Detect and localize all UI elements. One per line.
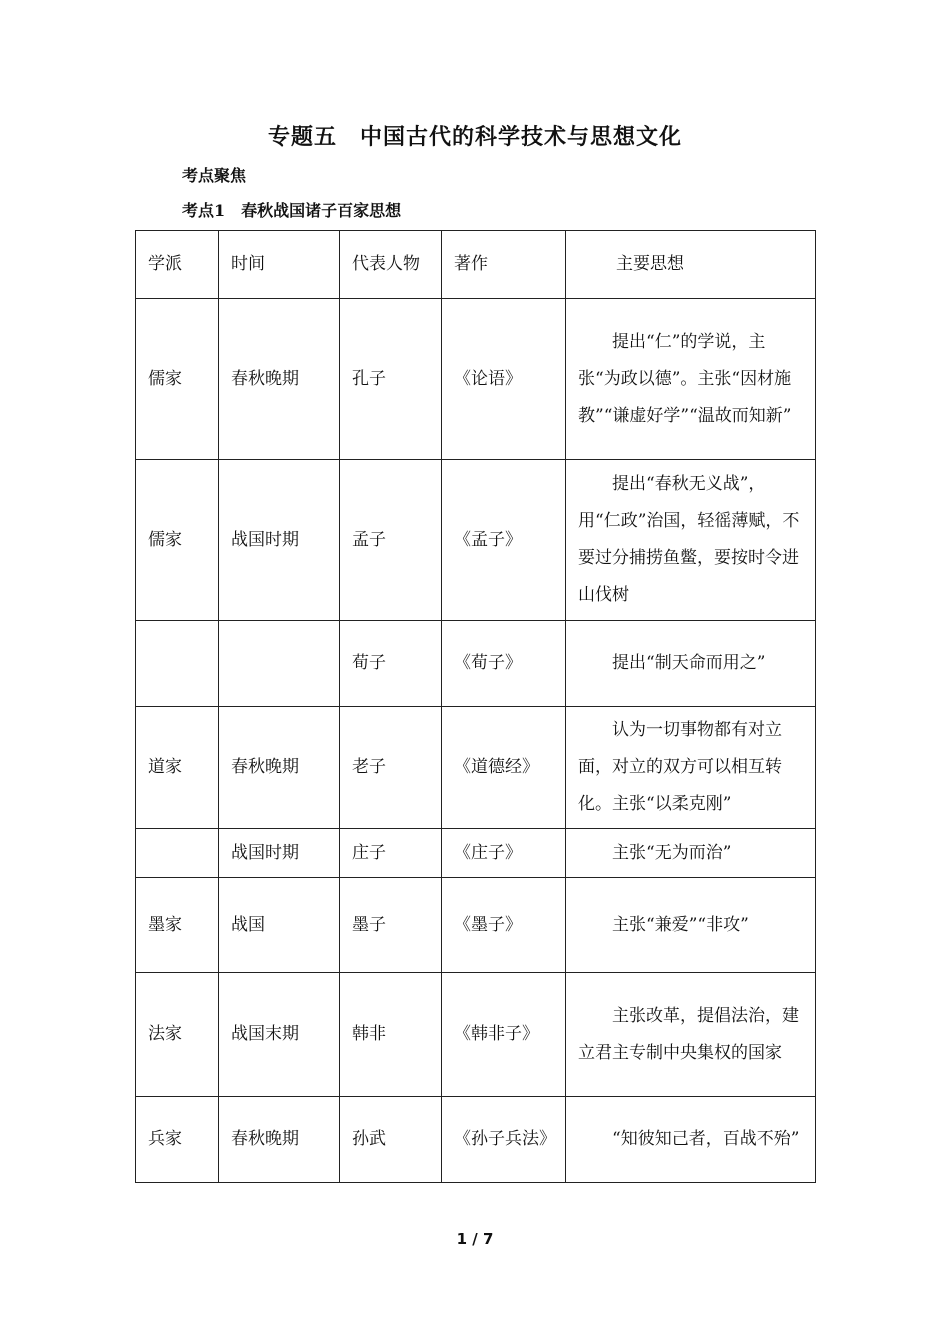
cell-person: 韩非	[340, 973, 442, 1097]
idea-text: 主张改革，提倡法治，建立君主专制中央集权的国家	[578, 1005, 799, 1063]
header-work: 著作	[442, 231, 566, 299]
cell-work: 《庄子》	[442, 829, 566, 878]
cell-period: 战国末期	[219, 973, 340, 1097]
header-school: 学派	[136, 231, 219, 299]
table-row	[136, 707, 816, 829]
table-row	[136, 878, 816, 973]
idea-text: 提出“仁”的学说，主张“为政以德”。主张“因材施教”“谦虚好学”“温故而知新”	[578, 331, 792, 426]
header-period: 时间	[219, 231, 340, 299]
page-number: 1 / 7	[456, 1230, 494, 1248]
idea-text: 提出“春秋无义战”，用“仁政”治国，轻徭薄赋，不要过分捕捞鱼鳖，要按时令进山伐树	[578, 474, 800, 605]
cell-person: 孟子	[340, 460, 442, 621]
cell-person: 墨子	[340, 878, 442, 973]
cell-person: 荀子	[340, 621, 442, 707]
cell-idea	[566, 621, 816, 707]
cell-work: 《论语》	[442, 299, 566, 460]
cell-idea	[566, 829, 816, 878]
cell-work: 《韩非子》	[442, 973, 566, 1097]
cell-idea	[566, 460, 816, 621]
cell-idea	[566, 878, 816, 973]
cell-period	[219, 621, 340, 707]
table-row	[136, 1097, 816, 1183]
table-row	[136, 460, 816, 621]
table-row	[136, 299, 816, 460]
cell-school: 墨家	[136, 878, 219, 973]
table-row	[136, 973, 816, 1097]
cell-school: 儒家	[136, 299, 219, 460]
page-title: 专题五 中国古代的科学技术与思想文化	[267, 124, 682, 150]
idea-text: 认为一切事物都有对立面，对立的双方可以相互转化。主张“以柔克刚”	[578, 720, 782, 814]
cell-work: 《孙子兵法》	[442, 1097, 566, 1183]
cell-person: 孔子	[340, 299, 442, 460]
cell-school: 道家	[136, 707, 219, 829]
table-header-row	[136, 231, 816, 299]
cell-period: 战国	[219, 878, 340, 973]
table-row	[136, 621, 816, 707]
idea-text: “知彼知己者，百战不殆”	[612, 1129, 800, 1149]
cell-work: 《道德经》	[442, 707, 566, 829]
idea-text: 主张“无为而治”	[612, 842, 732, 863]
cell-person: 老子	[340, 707, 442, 829]
cell-idea	[566, 707, 816, 829]
section-heading: 考点聚焦	[182, 166, 247, 185]
subsection-heading: 考点1 春秋战国诸子百家思想	[182, 201, 402, 220]
cell-school: 儒家	[136, 460, 219, 621]
cell-work: 《墨子》	[442, 878, 566, 973]
idea-text: 主张“兼爱”“非攻”	[612, 914, 749, 935]
cell-work: 《荀子》	[442, 621, 566, 707]
cell-school: 法家	[136, 973, 219, 1097]
cell-school	[136, 829, 219, 878]
cell-work: 《孟子》	[442, 460, 566, 621]
cell-school: 兵家	[136, 1097, 219, 1183]
schools-table	[135, 230, 816, 1183]
cell-period: 战国时期	[219, 829, 340, 878]
cell-period: 战国时期	[219, 460, 340, 621]
header-idea: 主要思想	[566, 231, 816, 299]
header-person: 代表人物	[340, 231, 442, 299]
cell-person: 孙武	[340, 1097, 442, 1183]
cell-period: 春秋晚期	[219, 707, 340, 829]
cell-person: 庄子	[340, 829, 442, 878]
cell-period: 春秋晚期	[219, 299, 340, 460]
cell-idea	[566, 973, 816, 1097]
idea-text: 提出“制天命而用之”	[612, 653, 766, 673]
cell-school	[136, 621, 219, 707]
cell-idea	[566, 1097, 816, 1183]
cell-period: 春秋晚期	[219, 1097, 340, 1183]
table-row	[136, 829, 816, 878]
cell-idea	[566, 299, 816, 460]
